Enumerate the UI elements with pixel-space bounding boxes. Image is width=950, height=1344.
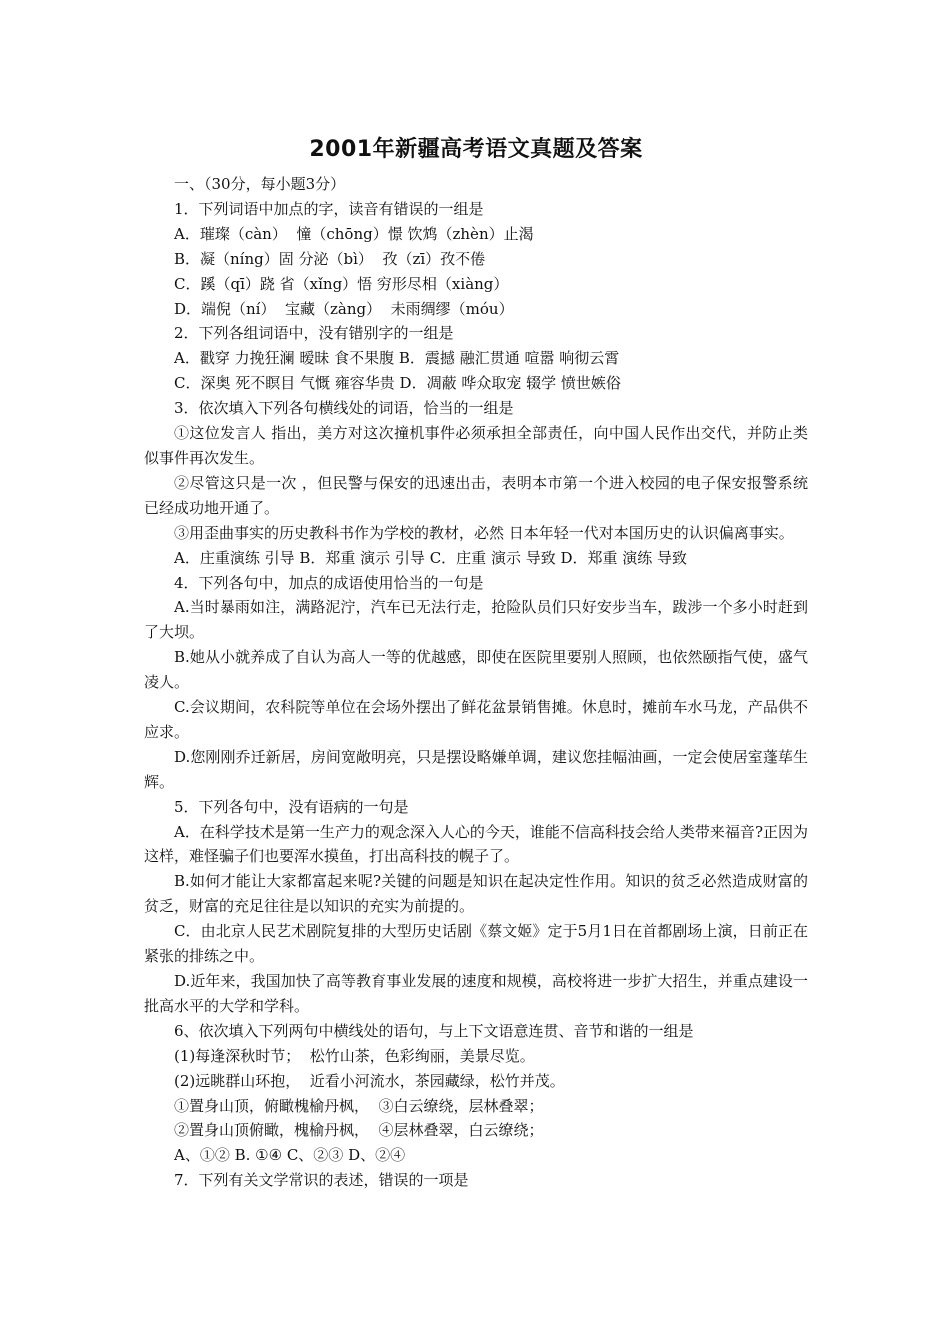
paragraph: C．深奥 死不瞑目 气慨 雍容华贵 D．凋蔽 哗众取宠 辍学 愤世嫉俗 — [174, 374, 621, 393]
paragraph: C．蹊（qī）跷 省（xǐng）悟 穷形尽相（xiàng） — [174, 274, 509, 293]
paragraph: C.会议期间，农科院等单位在会场外摆出了鲜花盆景销售摊。休息时，摊前车水马龙，产品供不应求。 — [144, 698, 808, 741]
paragraph: (1)每逢深秋时节； 松竹山茶，色彩绚丽，美景尽览。 — [174, 1046, 535, 1065]
paragraph: B．凝（níng）固 分泌（bì） 孜（zī）孜不倦 — [174, 249, 486, 268]
paragraph: B.她从小就养成了自认为高人一等的优越感，即使在医院里要别人照顾，也依然颐指气使，盛气凌人。 — [144, 648, 808, 692]
document-page — [144, 130, 808, 1193]
paragraph: A．在科学技术是第一生产力的观念深入人心的今天，谁能不信高科技会给人类带来福音?正因为这样，难怪骗子们也要浑水摸鱼，打出高科技的幌子了。 — [144, 822, 808, 866]
paragraph: ③用歪曲事实的历史教科书作为学校的教材，必然 日本年轻一代对本国历史的认识偏离事实。 — [174, 523, 794, 542]
paragraph: A．庄重演练 引导 B．郑重 演示 引导 C．庄重 演示 导致 D．郑重 演练 导致 — [174, 548, 688, 567]
paragraph: ①置身山顶，俯瞰槐榆丹枫， ③白云缭绕，层林叠翠； — [174, 1096, 544, 1115]
paragraph: A、①② B. ①④ C、②③ D、②④ — [174, 1146, 406, 1165]
paragraph: 5．下列各句中，没有语病的一句是 — [174, 797, 409, 816]
paragraph: (2)远眺群山环抱， 近看小河流水，茶园藏绿，松竹并茂。 — [174, 1071, 565, 1090]
paragraph: 4．下列各句中，加点的成语使用恰当的一句是 — [174, 573, 484, 592]
paragraph: 一、（30分，每小题3分） — [174, 175, 346, 193]
paragraph: ①这位发言人 指出，美方对这次撞机事件必须承担全部责任，向中国人民作出交代，并防止类似事件再次发生。 — [144, 424, 808, 467]
paragraph: 6、依次填入下列两句中横线处的语句，与上下文语意连贯、音节和谐的一组是 — [174, 1021, 694, 1040]
paragraph: 7．下列有关文学常识的表述，错误的一项是 — [174, 1171, 469, 1190]
paragraph: B.如何才能让大家都富起来呢?关键的问题是知识在起决定性作用。知识的贫乏必然造成财富的贫乏，财富的充足往往是以知识的充实为前提的。 — [144, 872, 808, 916]
document-body — [144, 172, 808, 1193]
paragraph: 3．依次填入下列各句横线处的词语，恰当的一组是 — [174, 399, 514, 418]
document-title: 2001年新疆高考语文真题及答案 — [309, 137, 643, 162]
paragraph: A．璀璨（càn） 憧（chōng）憬 饮鸩（zhèn）止渴 — [174, 224, 534, 243]
paragraph: D．端倪（ní） 宝藏（zàng） 未雨绸缪（móu） — [174, 299, 514, 318]
paragraph: C．由北京人民艺术剧院复排的大型历史话剧《蔡文姬》定于5月1日在首都剧场上演，日前正在紧张的排练之中。 — [144, 922, 808, 966]
paragraph: D.您刚刚乔迁新居，房间宽敞明亮，只是摆设略嫌单调，建议您挂幅油画，一定会使居室蓬荜生辉。 — [144, 747, 808, 791]
paragraph: 2．下列各组词语中，没有错别字的一组是 — [174, 324, 454, 343]
paragraph: ②置身山顶俯瞰，槐榆丹枫， ④层林叠翠，白云缭绕； — [174, 1121, 544, 1140]
paragraph: A．戳穿 力挽狂澜 暧昧 食不果腹 B．震撼 融汇贯通 喧嚣 响彻云霄 — [174, 349, 620, 368]
paragraph: A.当时暴雨如注，满路泥泞，汽车已无法行走，抢险队员们只好安步当车，跋涉一个多小时赶到了大坝。 — [144, 598, 808, 642]
paragraph: 1．下列词语中加点的字，读音有错误的一组是 — [174, 199, 484, 218]
paragraph: ②尽管这只是一次 ，但民警与保安的迅速出击，表明本市第一个进入校园的电子保安报警系统已经成功地开通了。 — [144, 473, 808, 517]
paragraph: D.近年来，我国加快了高等教育事业发展的速度和规模，高校将进一步扩大招生，并重点建设一批高水平的大学和学科。 — [144, 972, 808, 1015]
